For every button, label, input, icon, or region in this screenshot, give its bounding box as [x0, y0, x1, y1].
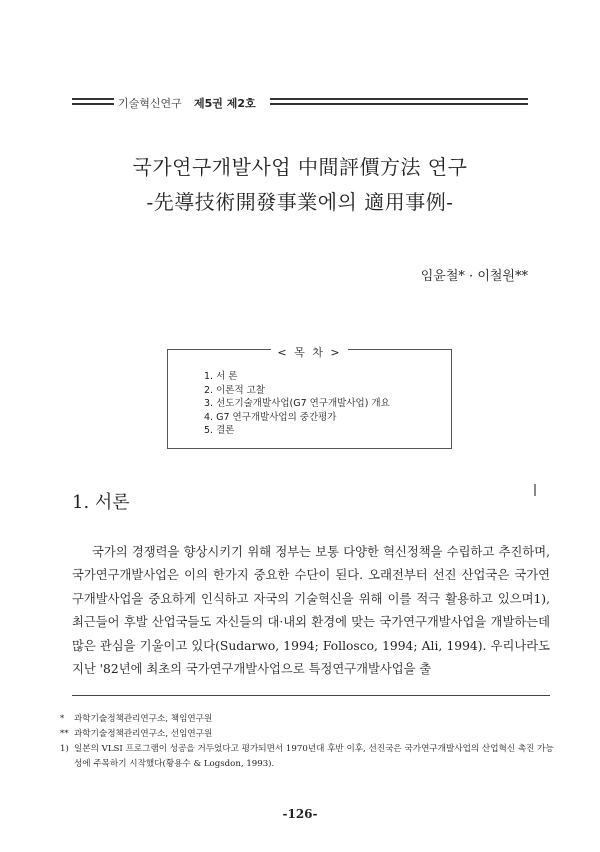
- footnote-author-2: [60, 727, 556, 742]
- toc-item: 1. 서 론: [204, 371, 238, 382]
- header-rule-left: [72, 98, 114, 105]
- journal-issue: 제5권 제2호: [194, 97, 256, 110]
- toc-list: [204, 370, 390, 438]
- toc-title-wrap: [168, 341, 451, 360]
- running-header: [0, 95, 600, 109]
- toc-title: < 목 차 >: [271, 346, 347, 359]
- body-paragraph: 국가의 경쟁력을 향상시키기 위해 정부는 보통 다양한 혁신정책을 수립하고 추진하며, 국가연구개발사업은 이의 한가지 중요한 수단이 된다. 오래전부터 선진 산업국은 국가연구개발사업을 중요하게 인식하고 자국의 기술혁신을 위해 이를 적극 활용하고 있으며1), 최근들어 후발 산업국들도 자신들의 대·내외 환경에 맞는 국가연구개발사업을 개발하는데 많은 관심을 기울이고 있다(Sudarwo, 1994; Follosco, 1994; Ali, 1994). 우리나라도 지난 '82년에 최초의 국가연구개발사업으로 특정연구개발사업을 출: [72, 545, 550, 677]
- footnotes: [60, 712, 556, 772]
- footnote-text: 과학기술정책관리연구소, 책임연구원: [74, 714, 213, 724]
- footnote-1: [60, 742, 556, 772]
- footnote-author-1: [60, 712, 556, 727]
- footnote-mark: **: [60, 729, 69, 739]
- toc-item: 5. 결론: [204, 425, 235, 436]
- footnote-mark: *: [60, 714, 65, 724]
- paper-subtitle: -先導技術開發事業에의 適用事例-: [146, 190, 454, 214]
- toc-item: 3. 선도기술개발사업(G7 연구개발사업) 개요: [204, 398, 390, 409]
- journal-name: 기술혁신연구: [118, 97, 182, 110]
- section-heading-introduction: 1. 서론: [72, 492, 130, 513]
- author-line: 임윤철* · 이철원**: [420, 269, 528, 284]
- scan-artifact: [534, 484, 536, 496]
- header-rule-right: [270, 98, 528, 105]
- footnote-mark: 1): [60, 744, 69, 754]
- footnote-text: 일본의 VLSI 프로그램이 성공을 거두었다고 평가되면서 1970년대 후반 이후, 선진국은 국가연구개발사업의 산업혁신 촉진 가능성에 주목하기 시작했다(황용수 & Logsdon, 1993).: [74, 744, 554, 769]
- paper-title: 국가연구개발사업 中間評價方法 연구: [132, 155, 468, 179]
- footnote-rule: [72, 695, 550, 696]
- table-of-contents: [167, 346, 452, 449]
- body-text: [72, 541, 550, 681]
- footnote-text: 과학기술정책관리연구소, 선임연구원: [74, 729, 213, 739]
- page-number: -126-: [282, 807, 318, 821]
- toc-item: 4. G7 연구개발사업의 중간평가: [204, 411, 337, 423]
- toc-item: 2. 이론적 고찰: [204, 384, 265, 396]
